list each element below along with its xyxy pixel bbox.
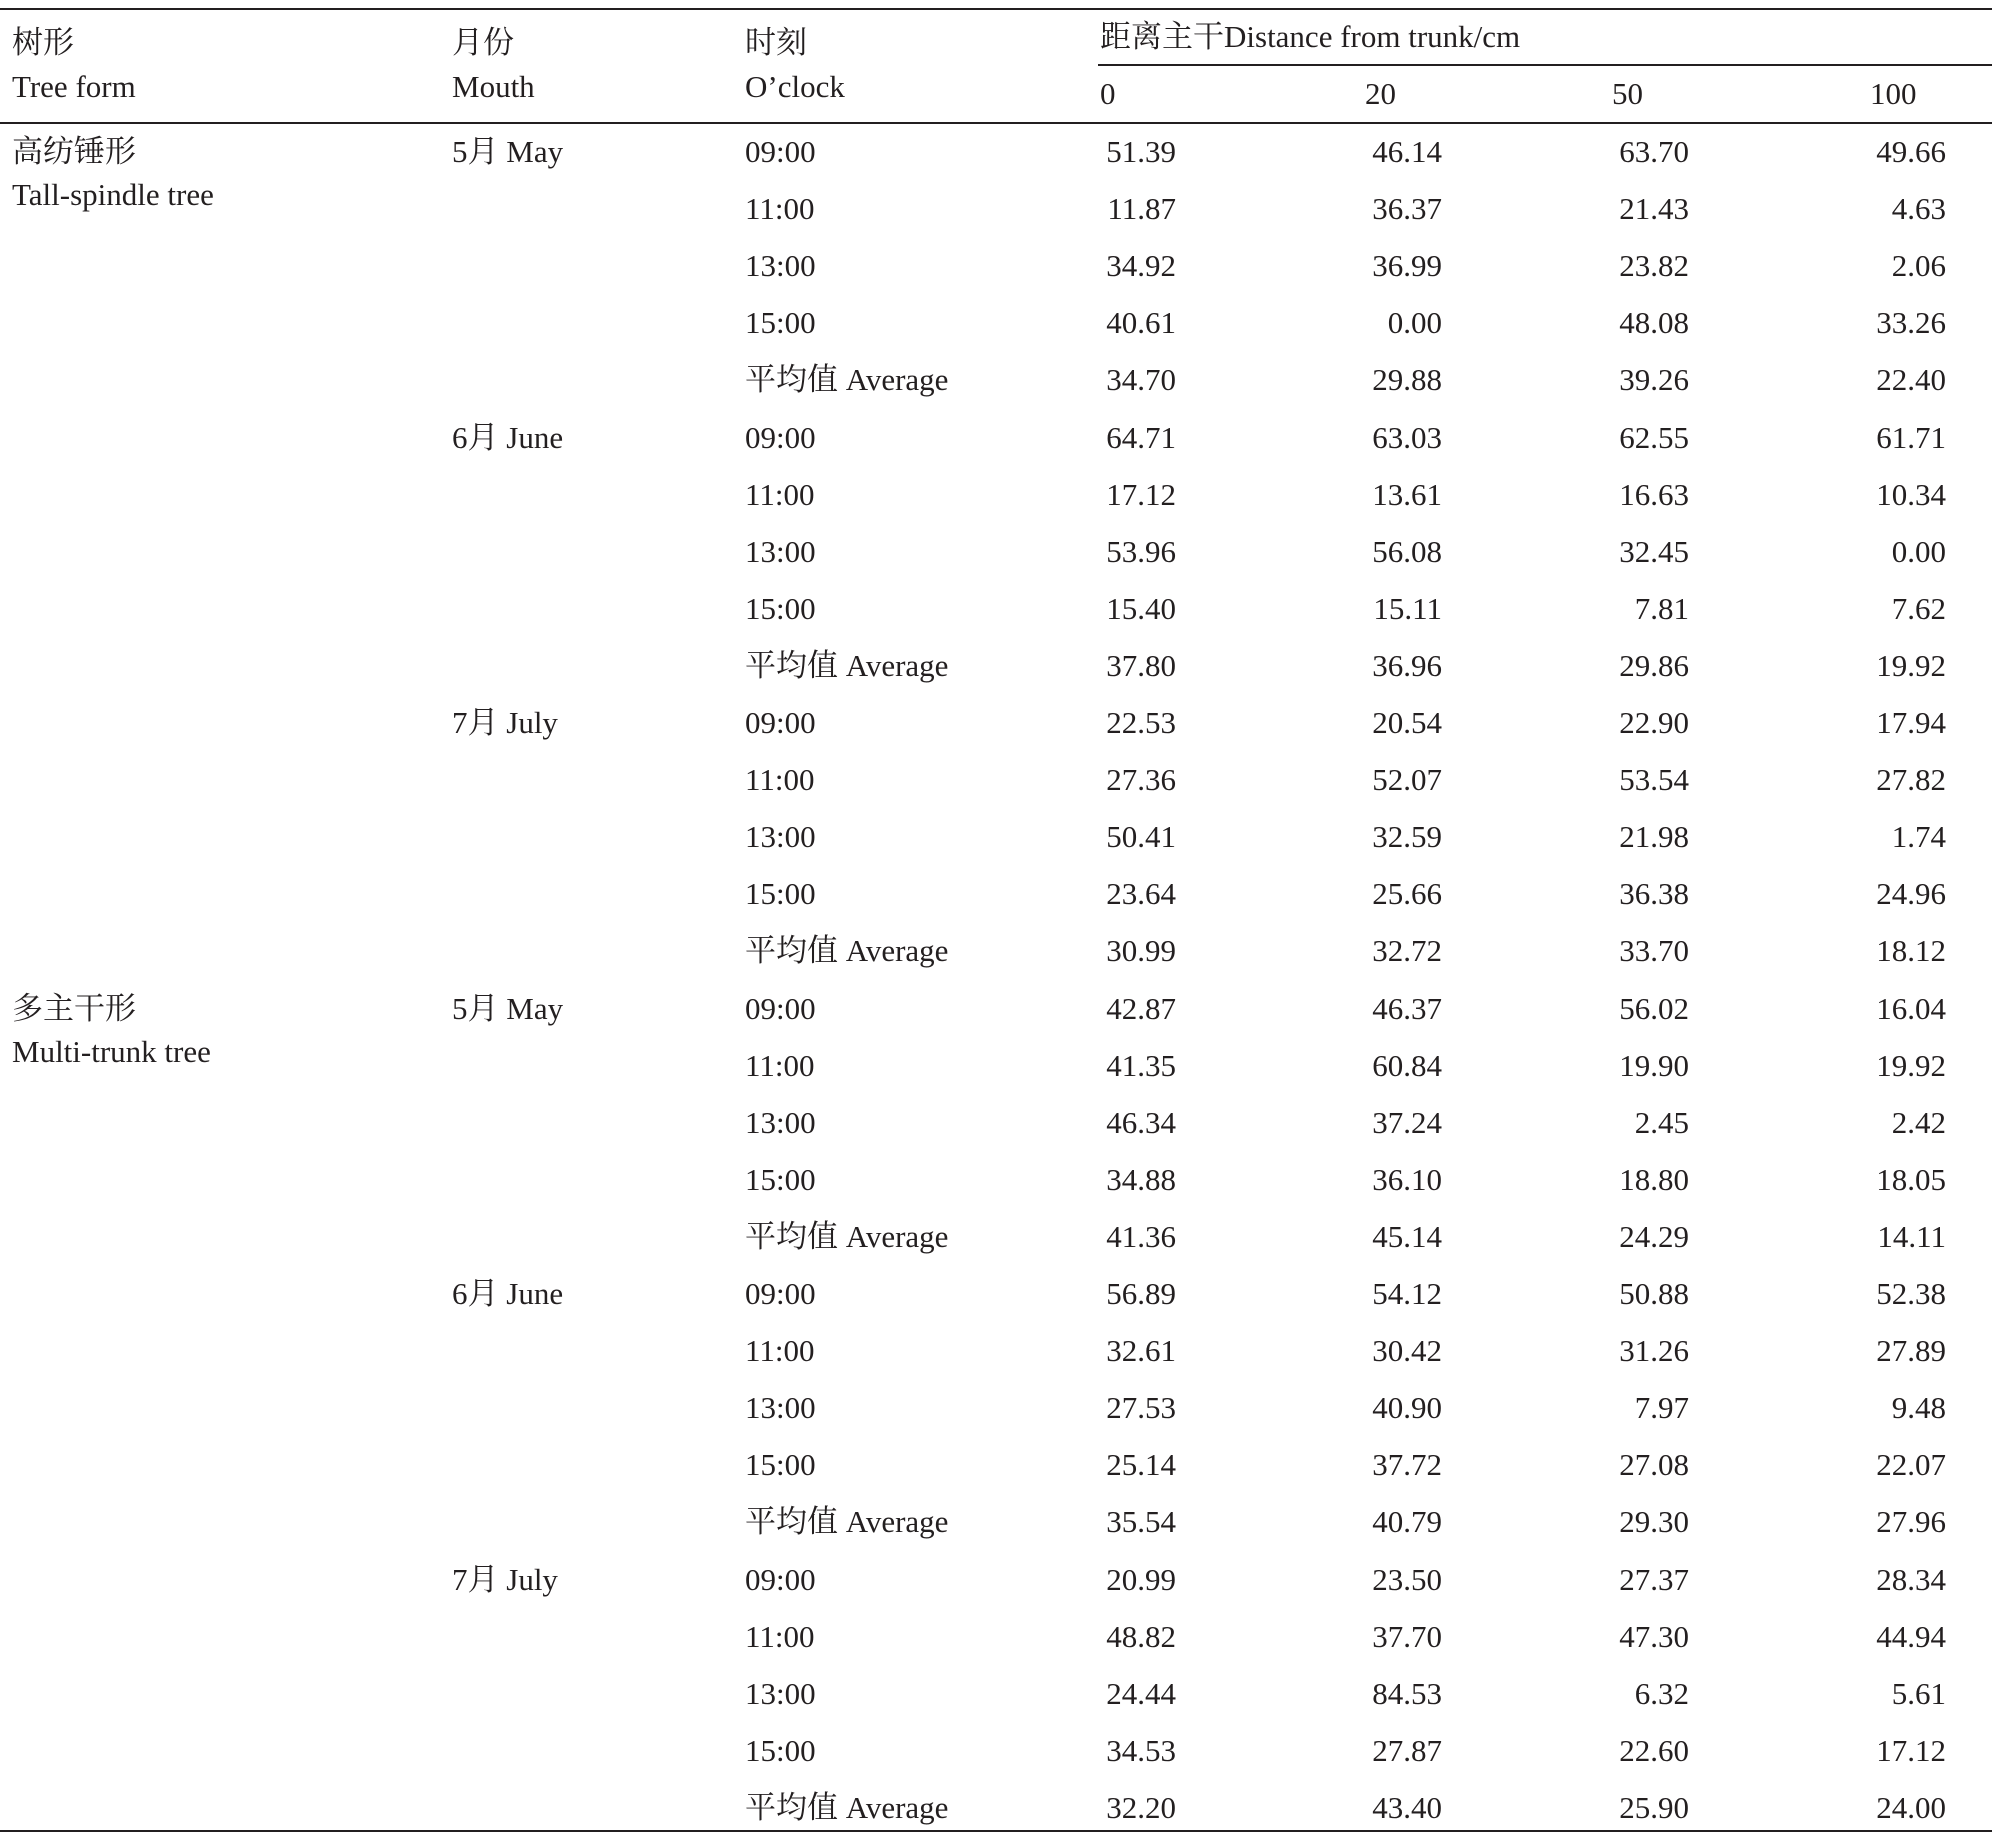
value-cell: 33.70: [1619, 933, 1689, 968]
tree-form-zh: 多主干形: [12, 991, 136, 1026]
header-month-en: Mouth: [452, 69, 535, 104]
value-cell: 22.60: [1619, 1733, 1689, 1768]
time-cell: 15:00: [745, 305, 816, 340]
value-cell: 21.43: [1619, 191, 1689, 226]
header-time-en: O’clock: [745, 69, 845, 104]
value-cell: 35.54: [1106, 1504, 1176, 1539]
value-cell: 22.53: [1106, 705, 1176, 740]
value-cell: 29.86: [1619, 648, 1689, 683]
value-cell: 18.12: [1876, 933, 1946, 968]
value-cell: 36.38: [1619, 876, 1689, 911]
header-tree-form-en: Tree form: [12, 69, 136, 104]
time-cell: 平均值 Average: [745, 1790, 949, 1825]
value-cell: 17.94: [1876, 705, 1946, 740]
value-cell: 0.00: [1891, 534, 1946, 569]
value-cell: 32.59: [1372, 819, 1442, 854]
value-cell: 64.71: [1106, 420, 1176, 455]
value-cell: 47.30: [1619, 1619, 1689, 1654]
time-cell: 09:00: [745, 134, 816, 169]
value-cell: 36.96: [1372, 648, 1442, 683]
time-cell: 平均值 Average: [745, 648, 949, 683]
value-cell: 50.41: [1106, 819, 1176, 854]
month-label: 6月 June: [452, 1276, 564, 1311]
value-cell: 46.14: [1372, 134, 1442, 169]
value-cell: 25.66: [1372, 876, 1442, 911]
value-cell: 13.61: [1372, 477, 1442, 512]
value-cell: 24.00: [1876, 1790, 1946, 1825]
value-cell: 37.24: [1372, 1105, 1442, 1140]
value-cell: 48.82: [1106, 1619, 1176, 1654]
value-cell: 51.39: [1106, 134, 1176, 169]
value-cell: 9.48: [1891, 1390, 1946, 1425]
time-cell: 09:00: [745, 420, 816, 455]
time-cell: 11:00: [745, 762, 815, 797]
value-cell: 24.29: [1619, 1219, 1689, 1254]
value-cell: 23.82: [1619, 248, 1689, 283]
value-cell: 61.71: [1876, 420, 1946, 455]
value-cell: 34.53: [1106, 1733, 1176, 1768]
value-cell: 63.70: [1619, 134, 1689, 169]
value-cell: 40.90: [1372, 1390, 1442, 1425]
value-cell: 46.37: [1372, 991, 1442, 1026]
value-cell: 44.94: [1876, 1619, 1946, 1654]
time-cell: 09:00: [745, 705, 816, 740]
value-cell: 22.07: [1876, 1447, 1946, 1482]
value-cell: 16.04: [1876, 991, 1946, 1026]
value-cell: 37.80: [1106, 648, 1176, 683]
value-cell: 40.61: [1106, 305, 1176, 340]
time-cell: 09:00: [745, 991, 816, 1026]
value-cell: 34.92: [1106, 248, 1176, 283]
value-cell: 36.37: [1372, 191, 1442, 226]
time-cell: 11:00: [745, 191, 815, 226]
value-cell: 60.84: [1372, 1048, 1442, 1083]
header-distance-col-50: 50: [1612, 76, 1643, 111]
value-cell: 23.50: [1372, 1562, 1442, 1597]
value-cell: 43.40: [1372, 1790, 1442, 1825]
value-cell: 14.11: [1877, 1219, 1946, 1254]
time-cell: 11:00: [745, 1619, 815, 1654]
value-cell: 6.32: [1634, 1676, 1689, 1711]
value-cell: 15.11: [1373, 591, 1442, 626]
time-cell: 15:00: [745, 1733, 816, 1768]
value-cell: 45.14: [1372, 1219, 1442, 1254]
time-cell: 13:00: [745, 534, 816, 569]
value-cell: 20.54: [1372, 705, 1442, 740]
value-cell: 7.62: [1891, 591, 1946, 626]
value-cell: 17.12: [1876, 1733, 1946, 1768]
value-cell: 52.38: [1876, 1276, 1946, 1311]
value-cell: 42.87: [1106, 991, 1176, 1026]
value-cell: 84.53: [1372, 1676, 1442, 1711]
time-cell: 平均值 Average: [745, 1219, 949, 1254]
value-cell: 32.72: [1372, 933, 1442, 968]
month-label: 7月 July: [452, 705, 558, 740]
time-cell: 平均值 Average: [745, 1504, 949, 1539]
time-cell: 11:00: [745, 1048, 815, 1083]
time-cell: 09:00: [745, 1276, 816, 1311]
value-cell: 34.70: [1106, 362, 1176, 397]
value-cell: 30.42: [1372, 1333, 1442, 1368]
header-tree-form-zh: 树形: [12, 25, 74, 60]
value-cell: 18.80: [1619, 1162, 1689, 1197]
bottom-rule: [0, 1830, 1992, 1832]
value-cell: 62.55: [1619, 420, 1689, 455]
top-rule: [0, 8, 1992, 10]
header-month-zh: 月份: [452, 25, 514, 60]
value-cell: 29.88: [1372, 362, 1442, 397]
value-cell: 36.10: [1372, 1162, 1442, 1197]
value-cell: 31.26: [1619, 1333, 1689, 1368]
value-cell: 56.08: [1372, 534, 1442, 569]
value-cell: 32.45: [1619, 534, 1689, 569]
value-cell: 25.14: [1106, 1447, 1176, 1482]
value-cell: 27.08: [1619, 1447, 1689, 1482]
value-cell: 7.81: [1634, 591, 1689, 626]
value-cell: 5.61: [1891, 1676, 1946, 1711]
header-distance-col-0: 0: [1100, 76, 1116, 111]
value-cell: 23.64: [1106, 876, 1176, 911]
time-cell: 13:00: [745, 819, 816, 854]
value-cell: 48.08: [1619, 305, 1689, 340]
value-cell: 22.40: [1876, 362, 1946, 397]
value-cell: 20.99: [1106, 1562, 1176, 1597]
value-cell: 37.70: [1372, 1619, 1442, 1654]
value-cell: 32.61: [1106, 1333, 1176, 1368]
time-cell: 15:00: [745, 1447, 816, 1482]
time-cell: 13:00: [745, 1676, 816, 1711]
month-label: 5月 May: [452, 991, 564, 1026]
value-cell: 19.92: [1876, 1048, 1946, 1083]
value-cell: 46.34: [1106, 1105, 1176, 1140]
value-cell: 56.02: [1619, 991, 1689, 1026]
value-cell: 50.88: [1619, 1276, 1689, 1311]
value-cell: 41.35: [1106, 1048, 1176, 1083]
tree-form-en: Tall-spindle tree: [12, 177, 214, 212]
value-cell: 30.99: [1106, 933, 1176, 968]
value-cell: 0.00: [1387, 305, 1442, 340]
value-cell: 18.05: [1876, 1162, 1946, 1197]
header-distance-col-20: 20: [1365, 76, 1396, 111]
time-cell: 13:00: [745, 1105, 816, 1140]
tree-form-en: Multi-trunk tree: [12, 1034, 211, 1069]
time-cell: 平均值 Average: [745, 933, 949, 968]
value-cell: 54.12: [1372, 1276, 1442, 1311]
value-cell: 2.42: [1891, 1105, 1946, 1140]
value-cell: 15.40: [1106, 591, 1176, 626]
value-cell: 33.26: [1876, 305, 1946, 340]
value-cell: 27.89: [1876, 1333, 1946, 1368]
value-cell: 10.34: [1876, 477, 1946, 512]
value-cell: 63.03: [1372, 420, 1442, 455]
value-cell: 2.06: [1891, 248, 1946, 283]
value-cell: 16.63: [1619, 477, 1689, 512]
time-cell: 09:00: [745, 1562, 816, 1597]
value-cell: 52.07: [1372, 762, 1442, 797]
value-cell: 37.72: [1372, 1447, 1442, 1482]
value-cell: 24.96: [1876, 876, 1946, 911]
header-distance-col-100: 100: [1870, 76, 1917, 111]
header-bottom-rule: [0, 122, 1992, 124]
header-distance: 距离主干Distance from trunk/cm: [1100, 19, 1521, 54]
month-label: 7月 July: [452, 1562, 558, 1597]
value-cell: 27.37: [1619, 1562, 1689, 1597]
value-cell: 27.87: [1372, 1733, 1442, 1768]
value-cell: 32.20: [1106, 1790, 1176, 1825]
time-cell: 15:00: [745, 591, 816, 626]
value-cell: 53.54: [1619, 762, 1689, 797]
value-cell: 2.45: [1634, 1105, 1689, 1140]
time-cell: 11:00: [745, 1333, 815, 1368]
value-cell: 27.96: [1876, 1504, 1946, 1539]
value-cell: 41.36: [1106, 1219, 1176, 1254]
value-cell: 17.12: [1106, 477, 1176, 512]
value-cell: 21.98: [1619, 819, 1689, 854]
distance-span-rule: [1098, 64, 1992, 66]
value-cell: 22.90: [1619, 705, 1689, 740]
value-cell: 36.99: [1372, 248, 1442, 283]
value-cell: 27.82: [1876, 762, 1946, 797]
value-cell: 39.26: [1619, 362, 1689, 397]
header-time-zh: 时刻: [745, 25, 807, 60]
value-cell: 4.63: [1891, 191, 1946, 226]
time-cell: 平均值 Average: [745, 362, 949, 397]
month-label: 6月 June: [452, 420, 564, 455]
value-cell: 24.44: [1106, 1676, 1176, 1711]
value-cell: 11.87: [1107, 191, 1176, 226]
value-cell: 27.36: [1106, 762, 1176, 797]
value-cell: 49.66: [1876, 134, 1946, 169]
value-cell: 25.90: [1619, 1790, 1689, 1825]
value-cell: 40.79: [1372, 1504, 1442, 1539]
value-cell: 28.34: [1876, 1562, 1946, 1597]
time-cell: 13:00: [745, 1390, 816, 1425]
time-cell: 15:00: [745, 1162, 816, 1197]
value-cell: 19.92: [1876, 648, 1946, 683]
time-cell: 11:00: [745, 477, 815, 512]
month-label: 5月 May: [452, 134, 564, 169]
tree-form-zh: 高纺锤形: [12, 134, 136, 169]
time-cell: 13:00: [745, 248, 816, 283]
value-cell: 19.90: [1619, 1048, 1689, 1083]
value-cell: 53.96: [1106, 534, 1176, 569]
value-cell: 7.97: [1634, 1390, 1689, 1425]
value-cell: 1.74: [1891, 819, 1946, 854]
value-cell: 56.89: [1106, 1276, 1176, 1311]
time-cell: 15:00: [745, 876, 816, 911]
value-cell: 29.30: [1619, 1504, 1689, 1539]
value-cell: 34.88: [1106, 1162, 1176, 1197]
value-cell: 27.53: [1106, 1390, 1176, 1425]
